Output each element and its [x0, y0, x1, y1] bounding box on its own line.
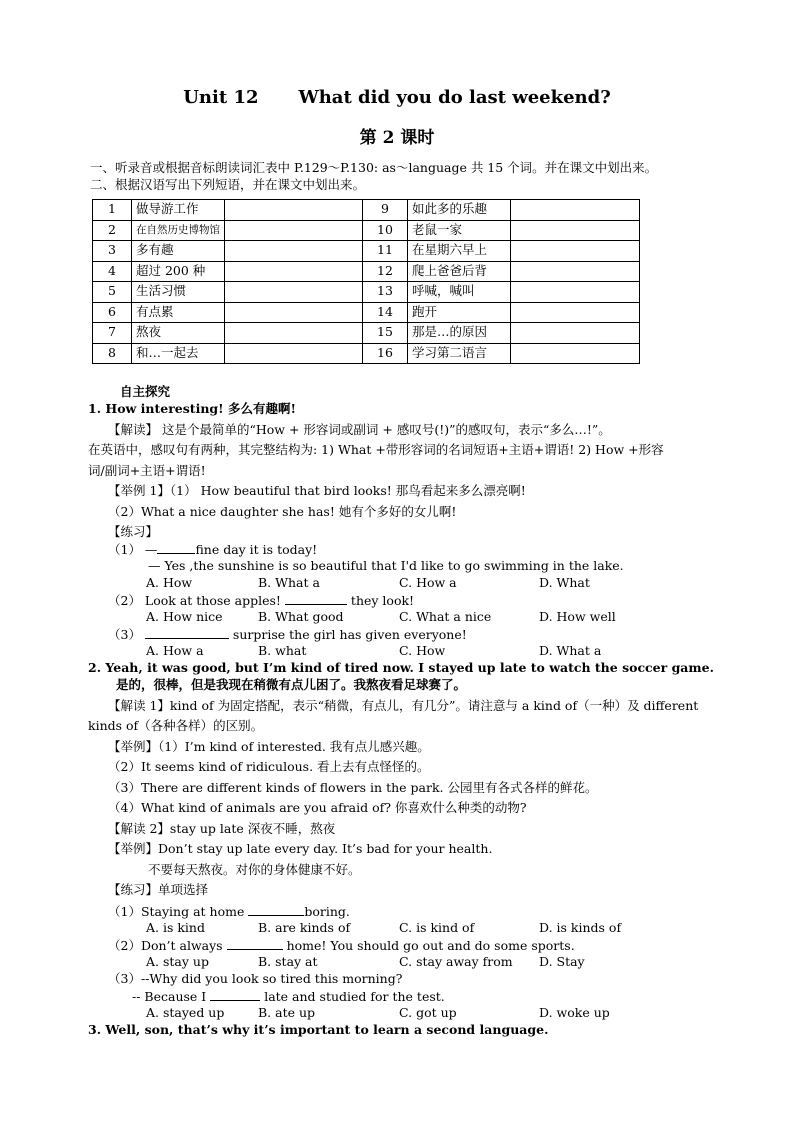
- phrase-table: [92, 199, 640, 364]
- phrase-chinese: 爬上爸爸后背: [408, 261, 511, 282]
- item-3-heading: 3. Well, son, that’s why it’s important to learn a second language.: [88, 1021, 549, 1037]
- phrase-row: [93, 241, 640, 262]
- item-2-practice-label: 【练习】单项选择: [108, 882, 209, 897]
- option-b[interactable]: B. are kinds of: [258, 919, 351, 935]
- option-b[interactable]: B. What good: [258, 609, 344, 624]
- item-2-example-3: （3）There are different kinds of flowers in the park. 公园里有各式各样的鲜花。: [108, 779, 598, 795]
- item-2-example-5: 【举例】Don’t stay up late every day. It’s bad for your health.: [108, 841, 493, 856]
- item-1-explain: 【解读】 这是个最简单的“How + 形容词或副词 + 感叹号(!)”的感叹句，表示“多么…!”。: [108, 421, 611, 437]
- option-c[interactable]: C. got up: [399, 1004, 457, 1020]
- item-2-heading: 2. Yeah, it was good, but I’m kind of tired now. I stayed up late to watch the soccer game.: [88, 660, 714, 675]
- phrase-row: [93, 343, 640, 364]
- phrase-answer-cell[interactable]: [225, 343, 363, 364]
- item-2-question-3: （3）--Why did you look so tired this morning?: [108, 970, 403, 986]
- phrase-answer-cell[interactable]: [511, 241, 640, 262]
- phrase-row: [93, 200, 640, 221]
- option-a[interactable]: A. How nice: [146, 609, 223, 624]
- lesson-label: 第 2 课时: [359, 128, 435, 148]
- phrase-number: 7: [93, 323, 132, 344]
- item-2-explain-1: 【解读 1】kind of 为固定搭配，表示“稍微，有点儿，有几分”。请注意与 a kind of（一种）及 different: [108, 697, 699, 713]
- item-2-question-2: （2）Don’t always home! You should go out and do some sports.: [108, 937, 575, 953]
- phrase-number: 16: [363, 343, 408, 364]
- phrase-chinese: 有点累: [132, 302, 225, 323]
- phrase-number: 11: [363, 241, 408, 262]
- phrase-chinese: 在星期六早上: [408, 241, 511, 262]
- phrase-chinese: 和…一起去: [132, 343, 225, 364]
- item-1-explain-end: 词/副词+主语+谓语!: [88, 462, 206, 478]
- phrase-number: 12: [363, 261, 408, 282]
- phrase-number: 13: [363, 282, 408, 303]
- item-1-question-1-reply: — Yes ,the sunshine is so beautiful that I'd like to go swimming in the lake.: [148, 558, 624, 573]
- phrase-chinese: 老鼠一家: [408, 220, 511, 241]
- unit-title: What did you do last weekend?: [298, 87, 611, 108]
- item-2-explain-1-cont: kinds of（各种各样）的区别。: [88, 718, 264, 733]
- phrase-number: 8: [93, 343, 132, 364]
- phrase-chinese: 跑开: [408, 302, 511, 323]
- phrase-number: 6: [93, 302, 132, 323]
- item-2-heading-cn: 是的，很棒，但是我现在稍微有点儿困了。我熬夜看足球赛了。: [116, 677, 467, 692]
- phrase-number: 9: [363, 200, 408, 221]
- option-a[interactable]: A. stay up: [146, 953, 209, 969]
- item-1-question-2-options: [90, 609, 710, 626]
- phrase-answer-cell[interactable]: [225, 220, 363, 241]
- phrase-answer-cell[interactable]: [511, 200, 640, 221]
- phrase-answer-cell[interactable]: [225, 261, 363, 282]
- phrase-number: 5: [93, 282, 132, 303]
- phrase-answer-cell[interactable]: [511, 220, 640, 241]
- phrase-row: [93, 302, 640, 323]
- option-d[interactable]: D. is kinds of: [539, 919, 622, 935]
- option-d[interactable]: D. What: [539, 575, 590, 590]
- option-a[interactable]: A. How: [146, 575, 193, 590]
- phrase-row: [93, 220, 640, 241]
- item-2-explain-2: 【解读 2】stay up late 深夜不睡，熬夜: [108, 820, 336, 836]
- phrase-answer-cell[interactable]: [225, 323, 363, 344]
- item-2-example-1: 【举例】（1）I’m kind of interested. 我有点儿感兴趣。: [108, 738, 430, 754]
- option-d[interactable]: D. How well: [539, 609, 616, 624]
- item-1-explain-cont: 在英语中，感叹句有两种，其完整结构为: 1) What +带形容词的名词短语+主语+谓语! 2) How +形容: [88, 442, 664, 457]
- phrase-chinese: 做导游工作: [132, 200, 225, 221]
- item-1-question-1: （1） — fine day it is today!: [108, 542, 318, 557]
- option-c[interactable]: C. How a: [399, 575, 457, 590]
- answer-blank[interactable]: [157, 541, 195, 554]
- phrase-chinese: 熬夜: [132, 323, 225, 344]
- item-1-heading: 1. How interesting! 多么有趣啊!: [88, 401, 296, 416]
- phrase-number: 1: [93, 200, 132, 221]
- phrase-number: 10: [363, 220, 408, 241]
- phrase-chinese: 如此多的乐趣: [408, 200, 511, 221]
- phrase-chinese: 学习第二语言: [408, 343, 511, 364]
- phrase-answer-cell[interactable]: [511, 261, 640, 282]
- option-b[interactable]: B. ate up: [258, 1004, 316, 1020]
- self-study-section: [88, 384, 714, 1042]
- option-a[interactable]: A. is kind: [146, 919, 205, 935]
- item-2-question-1: （1）Staying at home boring.: [108, 903, 350, 919]
- instruction-2: 二、根据汉语写出下列短语，并在课文中划出来。: [90, 177, 366, 192]
- item-1-practice-label: 【练习】: [108, 524, 159, 539]
- item-2-example-5-cn: 不要每天熬夜。对你的身体健康不好。: [148, 861, 361, 877]
- item-2-example-4: （4）What kind of animals are you afraid of? 你喜欢什么种类的动物?: [108, 800, 527, 815]
- phrase-number: 3: [93, 241, 132, 262]
- phrase-chinese: 呼喊，喊叫: [408, 282, 511, 303]
- item-2-example-2: （2）It seems kind of ridiculous. 看上去有点怪怪的。: [108, 759, 430, 774]
- answer-blank[interactable]: [145, 626, 229, 639]
- item-1-question-1-options: [90, 575, 710, 592]
- option-c[interactable]: C. What a nice: [399, 609, 492, 624]
- answer-blank[interactable]: [210, 988, 260, 1001]
- item-1-question-2: （2） Look at those apples! they look!: [108, 593, 415, 608]
- phrase-answer-cell[interactable]: [511, 302, 640, 323]
- phrase-answer-cell[interactable]: [511, 282, 640, 303]
- answer-blank[interactable]: [285, 592, 347, 605]
- section-title: 自主探究: [120, 384, 171, 399]
- phrase-answer-cell[interactable]: [511, 323, 640, 344]
- phrase-row: [93, 261, 640, 282]
- item-2-question-3-reply: -- Because I late and studied for the test.: [132, 988, 445, 1004]
- item-1-question-3: （3） surprise the girl has given everyone!: [108, 627, 467, 642]
- item-2-question-3-options: [90, 1005, 710, 1022]
- instruction-1: 一、听录音或根据音标朗读词汇表中 P.129～P.130: as～language 共 15 个词。并在课文中划出来。: [90, 160, 658, 175]
- item-1-example-2: （2）What a nice daughter she has! 她有个多好的女儿啊!: [108, 503, 457, 519]
- instructions: [90, 160, 730, 194]
- option-d[interactable]: D. What a: [539, 643, 602, 658]
- phrase-answer-cell[interactable]: [511, 343, 640, 364]
- phrase-answer-cell[interactable]: [225, 282, 363, 303]
- phrase-row: [93, 282, 640, 303]
- option-b[interactable]: B. stay at: [258, 953, 318, 969]
- phrase-chinese: 在自然历史博物馆: [132, 220, 225, 241]
- phrase-answer-cell[interactable]: [225, 241, 363, 262]
- option-c[interactable]: C. stay away from: [399, 953, 513, 969]
- phrase-answer-cell[interactable]: [225, 200, 363, 221]
- phrase-chinese: 生活习惯: [132, 282, 225, 303]
- option-c[interactable]: C. How: [399, 643, 446, 658]
- item-1-example-1: 【举例 1】（1） How beautiful that bird looks! 那鸟看起来多么漂亮啊!: [108, 483, 526, 498]
- phrase-number: 15: [363, 323, 408, 344]
- option-a[interactable]: A. How a: [146, 643, 204, 658]
- phrase-chinese: 那是…的原因: [408, 323, 511, 344]
- option-b[interactable]: B. What a: [258, 575, 320, 590]
- answer-blank[interactable]: [248, 903, 304, 916]
- option-b[interactable]: B. what: [258, 643, 307, 658]
- phrase-number: 4: [93, 261, 132, 282]
- phrase-answer-cell[interactable]: [225, 302, 363, 323]
- item-1-question-3-options: [90, 643, 710, 660]
- option-a[interactable]: A. stayed up: [146, 1004, 225, 1020]
- option-d[interactable]: D. Stay: [539, 953, 585, 969]
- unit-label: Unit 12: [183, 87, 259, 108]
- phrase-number: 2: [93, 220, 132, 241]
- phrase-chinese: 多有趣: [132, 241, 225, 262]
- page-title: [0, 86, 794, 110]
- option-c[interactable]: C. is kind of: [399, 919, 475, 935]
- answer-blank[interactable]: [227, 937, 283, 950]
- phrase-chinese: 超过 200 种: [132, 261, 225, 282]
- phrase-number: 14: [363, 302, 408, 323]
- phrase-row: [93, 323, 640, 344]
- option-d[interactable]: D. woke up: [539, 1004, 610, 1020]
- item-2-question-1-options: [90, 920, 710, 937]
- item-2-question-2-options: [90, 954, 710, 971]
